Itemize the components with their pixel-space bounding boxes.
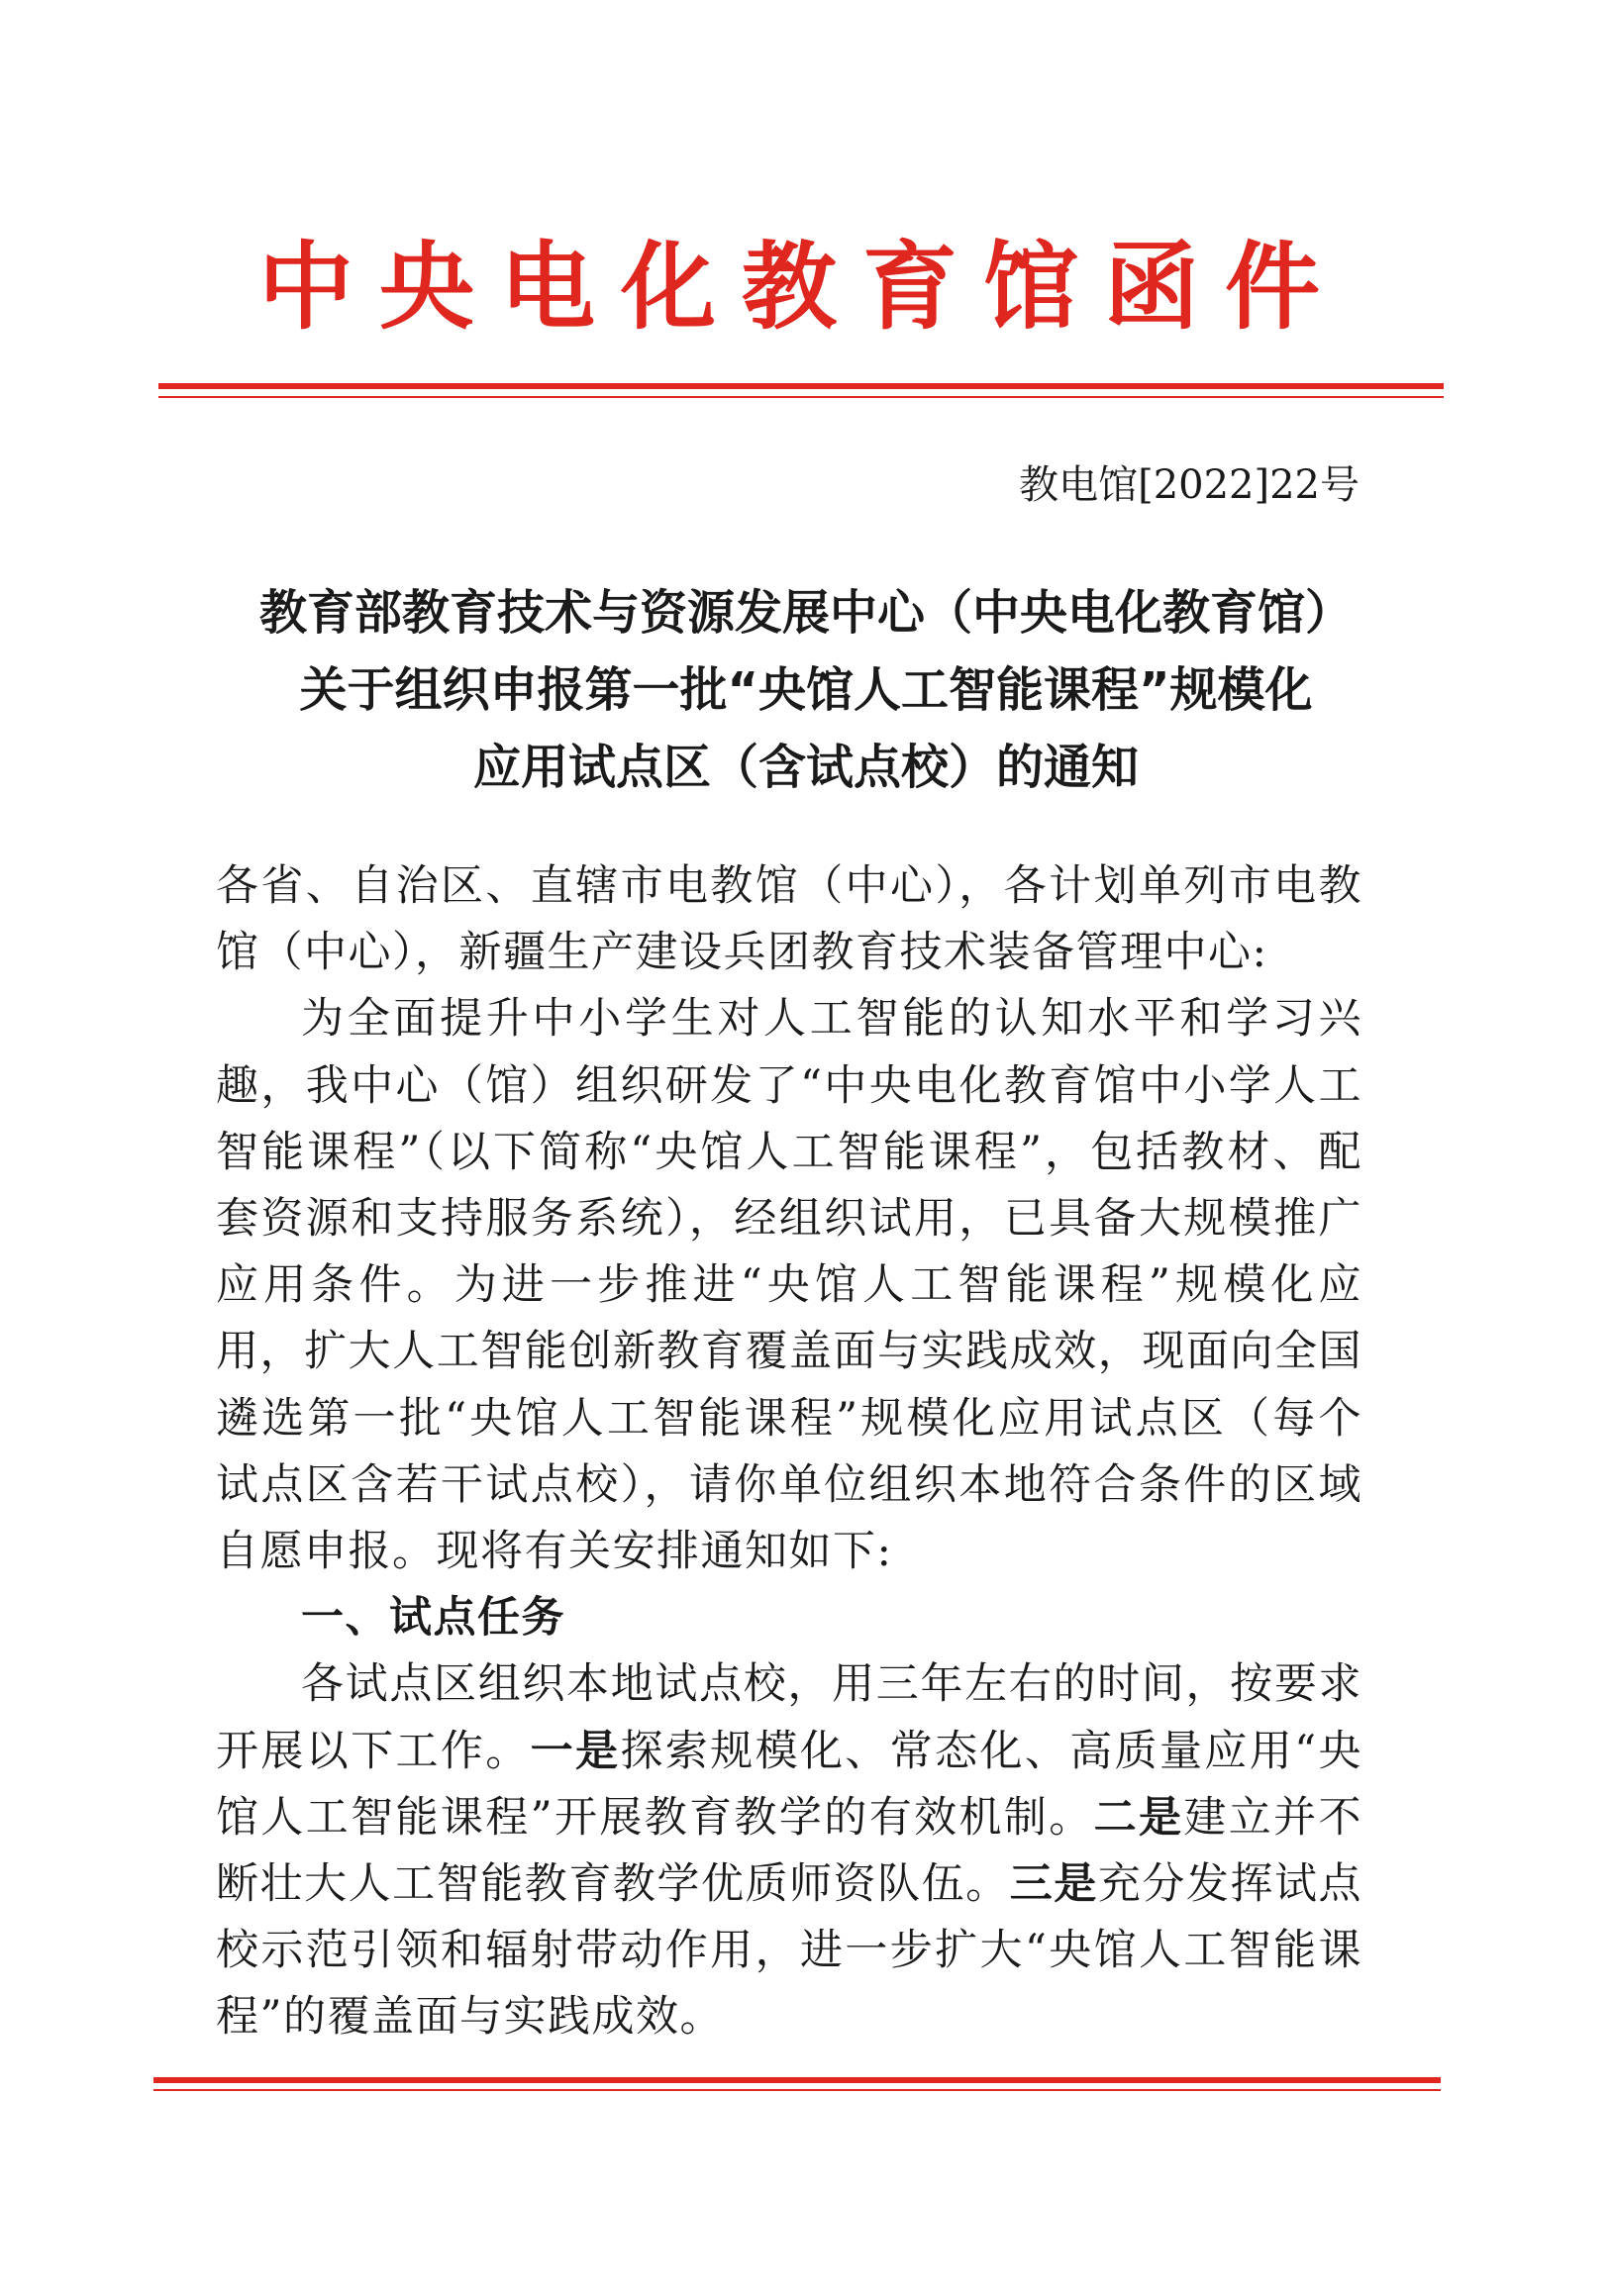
- title-line-1: 教育部教育技术与资源发展中心（中央电化教育馆）: [258, 585, 1353, 641]
- item-2-label: 二是: [1093, 1792, 1184, 1843]
- title-line-3: 应用试点区（含试点校）的通知: [472, 740, 1139, 795]
- item-1-text: 探索规模化、常态化、高质量应用“央馆人工智能课程”开展教育教学的有效机制。: [216, 1726, 1363, 1843]
- item-3-text: 充分发挥试点校示范引领和辐射带动作用，进一步扩大“央馆人工智能课程”的覆盖面与实践成效。: [216, 1859, 1363, 2043]
- footer-rule-thick: [153, 2077, 1441, 2083]
- section-heading-1: 一、试点任务: [301, 1593, 565, 1644]
- item-2-text: 建立并不断壮大人工智能教育教学优质师资队伍。: [216, 1792, 1363, 1910]
- header-rule-thick: [158, 383, 1444, 389]
- title-line-2: 关于组织申报第一批“央馆人工智能课程”规模化: [299, 662, 1313, 718]
- section-1-lead: 各试点区组织本地试点校，用三年左右的时间，按要求开展以下工作。: [216, 1659, 1362, 1776]
- intro-paragraph: 为全面提升中小学生对人工智能的认知水平和学习兴趣，我中心（馆）组织研发了“中央电化教育馆中小学人工智能课程”（以下简称“央馆人工智能课程”，包括教材、配套资源和支持服务系统），经组织试用，已具备大规模推广应用条件。为进一步推进“央馆人工智能课程”规模化应用，扩大人工智能创新教育覆盖面与实践成效，现面向全国遴选第一批“央馆人工智能课程”规模化应用试点区（每个试点区含若干试点校），请你单位组织本地符合条件的区域自愿申报。现将有关安排通知如下:: [216, 994, 1362, 1577]
- document-title: [178, 574, 1434, 806]
- header-rule-thin: [158, 396, 1444, 398]
- salutation: 各省、自治区、直辖市电教馆（中心），各计划单列市电教馆（中心），新疆生产建设兵团教育技术装备管理中心:: [216, 861, 1362, 978]
- document-number: 教电馆[2022]22号: [1019, 462, 1360, 508]
- item-3-label: 三是: [1009, 1859, 1098, 1910]
- masthead-title: 中央电化教育馆函件: [258, 232, 1346, 343]
- section-1-paragraph: [216, 1651, 1362, 2050]
- item-1-label: 一是: [530, 1726, 621, 1776]
- document-body: [216, 853, 1362, 2051]
- footer-rule-thin: [153, 2089, 1441, 2091]
